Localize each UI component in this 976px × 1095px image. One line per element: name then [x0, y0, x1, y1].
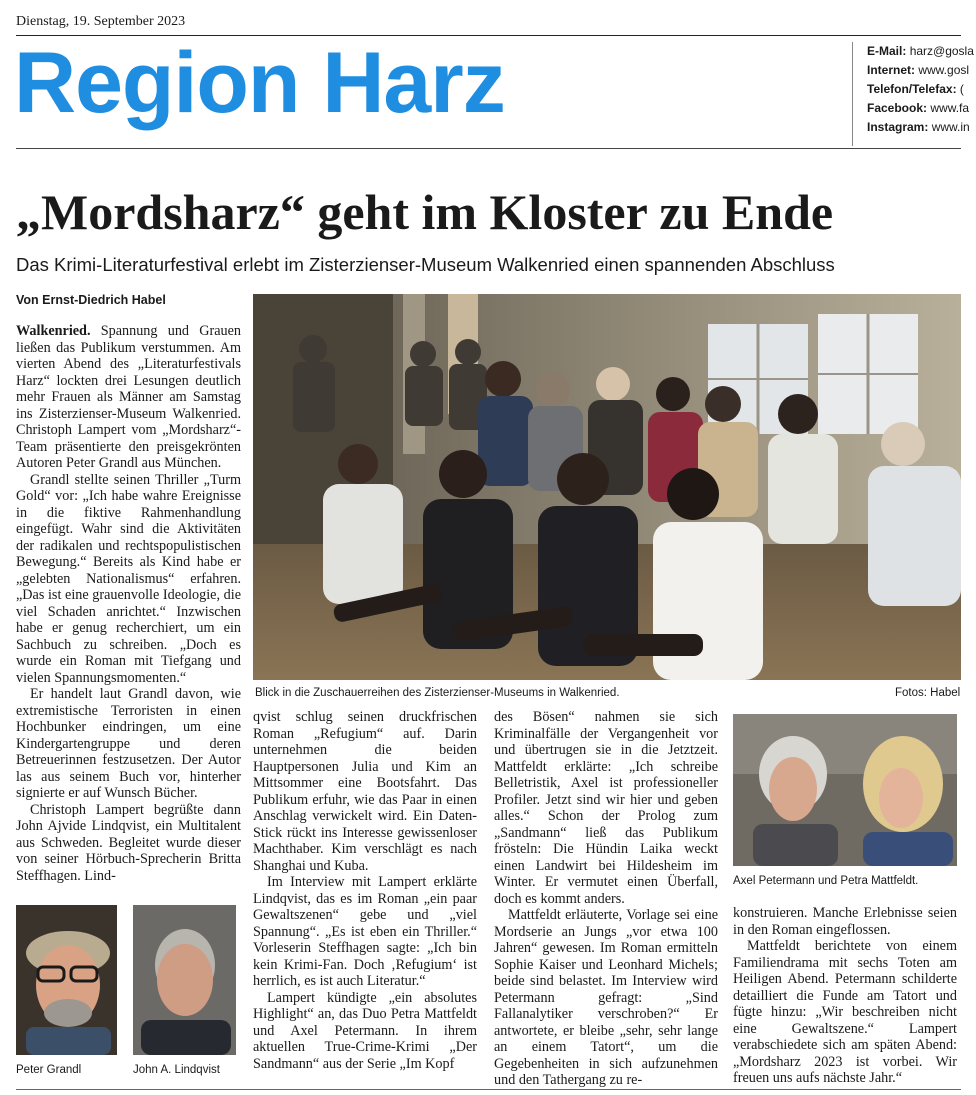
- issue-date: Dienstag, 19. September 2023: [16, 14, 186, 29]
- paragraph: Grandl stellte seinen Thriller „Turm Gold“ vor: „Ich habe wahre Ereignisse in die fiktive Rahmenhandlung eingefügt. Wahr sind die Aktivitäten der radikalen und rechtspopulistischen Bewegung.“ Bereits als Kind habe er „gelebten Nationalismus“ erfahren. „Das ist eine grauenvolle Ideologie, die viel Schaden anrichtet.“ Inzwischen habe er genug recherchiert, um ein Sachbuch zu schreiben. „Doch es wurde ein Roman mit Tiefgang und vielen Spannungsmomenten.“: [16, 471, 241, 686]
- peter-grandl-caption: Peter Grandl: [16, 1064, 82, 1076]
- axel-petra-photo-image: [733, 714, 957, 866]
- article-column-3: [494, 709, 718, 1089]
- article-byline: Von Ernst-Diedrich Habel: [16, 293, 166, 307]
- section-masthead: Region Harz: [14, 35, 505, 131]
- article-subheadline: Das Krimi-Literaturfestival erlebt im Zisterzienser-Museum Walkenried einen spannenden Abschluss: [16, 254, 835, 275]
- article-headline: „Mordsharz“ geht im Kloster zu Ende: [16, 184, 834, 240]
- contact-facebook: Facebook: www.fa: [867, 101, 970, 115]
- bottom-rule: [16, 1089, 961, 1090]
- contact-email: E-Mail: harz@gosla: [867, 44, 974, 58]
- audience-photo-image: [253, 294, 961, 680]
- paragraph: Walkenried. Spannung und Grauen ließen das Publikum verstummen. Am vierten Abend des „Literaturfestivals Harz“ lockten drei Lesungen deutlich mehr Frauen als Männer am Samstag ins Zisterzienser-Museum Walkenried. Christoph Lampert vom „Mordsharz“-Team präsentierte den preisgekrönten Autoren Peter Grandl aus München.: [16, 323, 241, 471]
- masthead-rule: [16, 148, 961, 149]
- axel-petra-photo: [733, 714, 957, 866]
- paragraph: Christoph Lampert begrüßte dann John Ajvide Lindqvist, ein Multitalent aus Schweden. Begleitet wurde dieser von seiner Hörbuch-Sprecherin Britta Steffhagen. Lind-: [16, 801, 241, 884]
- axel-petra-caption: Axel Petermann und Petra Mattfeldt.: [733, 875, 919, 887]
- paragraph: Mattfeldt erläuterte, Vorlage sei eine Mordserie an Jungs „vor etwa 100 Jahren“ gewesen. Im Roman ermitteln Sophie Kaiser und Leonhard Michels; beide sind belastet. Im Interview wird Petermann gefragt: „Sind Fallanalytiker verschroben?“ Er antwortete, er bleibe „sehr, sehr lange an einem Tatort“, um die Gegebenheiten in sich aufzunehmen und den Tathergang zu re-: [494, 907, 718, 1088]
- paragraph: Lampert kündigte „ein absolutes Highlight“ an, das Duo Petra Mattfeldt und Axel Petermann. In ihrem aktuellen True-Crime-Krimi „Der Sandmann“ aus der Serie „Im Kopf: [253, 989, 477, 1072]
- contact-phone: Telefon/Telefax: (: [867, 82, 964, 96]
- audience-photo: [253, 294, 961, 680]
- contact-internet: Internet: www.gosl: [867, 63, 970, 77]
- article-column-2: [253, 709, 477, 1072]
- contact-box: [852, 42, 976, 146]
- john-lindqvist-photo: [133, 905, 236, 1055]
- contact-instagram: Instagram: www.in: [867, 120, 970, 134]
- main-photo-caption: Blick in die Zuschauerreihen des Zisterzienser-Museums in Walkenried.: [255, 687, 620, 699]
- paragraph: Im Interview mit Lampert erklärte Lindqvist, das es im Roman „ein paar Gewaltszenen“ gebe und „viel Spannung“. „Es ist eben ein Thriller.“ Vorleserin Steffhagen sagte: „Ich bin kein Krimi-Fan. Doch ‚Refugium‘ ist herrlich, es ist auch Literatur.“: [253, 874, 477, 989]
- peter-grandl-photo-image: [16, 905, 117, 1055]
- dateline: Walkenried.: [16, 323, 91, 339]
- john-lindqvist-photo-image: [133, 905, 236, 1055]
- john-lindqvist-caption: John A. Lindqvist: [133, 1064, 220, 1076]
- paragraph: qvist schlug seinen druckfrischen Roman „Refugium“ auf. Darin unternehmen die beiden Hauptpersonen Julia und Kim an Mittsommer eine Bootsfahrt. Das Publikum erfuhr, wie das Paar in einen Anschlag verwickelt wird. Ein Daten-Stick rückt ins Interesse gewissenloser Machthaber. Kim verschlägt es nach Shanghai und Kuba.: [253, 709, 477, 874]
- paragraph: des Bösen“ nahmen sie sich Kriminalfälle der Vergangenheit vor und übertrugen sie in die Jetztzeit. Mattfeldt erklärte: „Ich schreibe Belletristik, Axel ist professioneller Profiler. Jetzt sind wir hier und geben alles.“ Schon der Prolog zum „Sandmann“ ließ das Publikum frösteln: Die Hündin Laika weckt einen Landwirt bei Hildesheim im Winter. Er vermutet einen Überfall, doch es kommt anders.: [494, 709, 718, 907]
- article-column-1: [16, 323, 241, 884]
- paragraph: konstruieren. Manche Erlebnisse seien in den Roman eingeflossen.: [733, 905, 957, 938]
- paragraph: Mattfeldt berichtete von einem Familiendrama mit sechs Toten am Heiligen Abend. Petermann schilderte detailliert die Funde am Tatort und fügte hinzu: „Wir beschreiben nicht eine Gewaltszene.“ Lampert verabschiedete sich am späten Abend: „Mordsharz 2023 ist vorbei. Wir freuen uns aufs nächste Jahr.“: [733, 938, 957, 1086]
- peter-grandl-photo: [16, 905, 117, 1055]
- article-column-4: [733, 905, 957, 1087]
- paragraph: Er handelt laut Grandl davon, wie extremistische Terroristen in einen Hochbunker eindringen, um eine Kindergartengruppe und deren Betreuerinnen festzusetzen. Der Autor las aus seinem Buch vor, hinterher signierte er auf Wunsch Bücher.: [16, 686, 241, 801]
- photo-credit: Fotos: Habel: [895, 687, 961, 699]
